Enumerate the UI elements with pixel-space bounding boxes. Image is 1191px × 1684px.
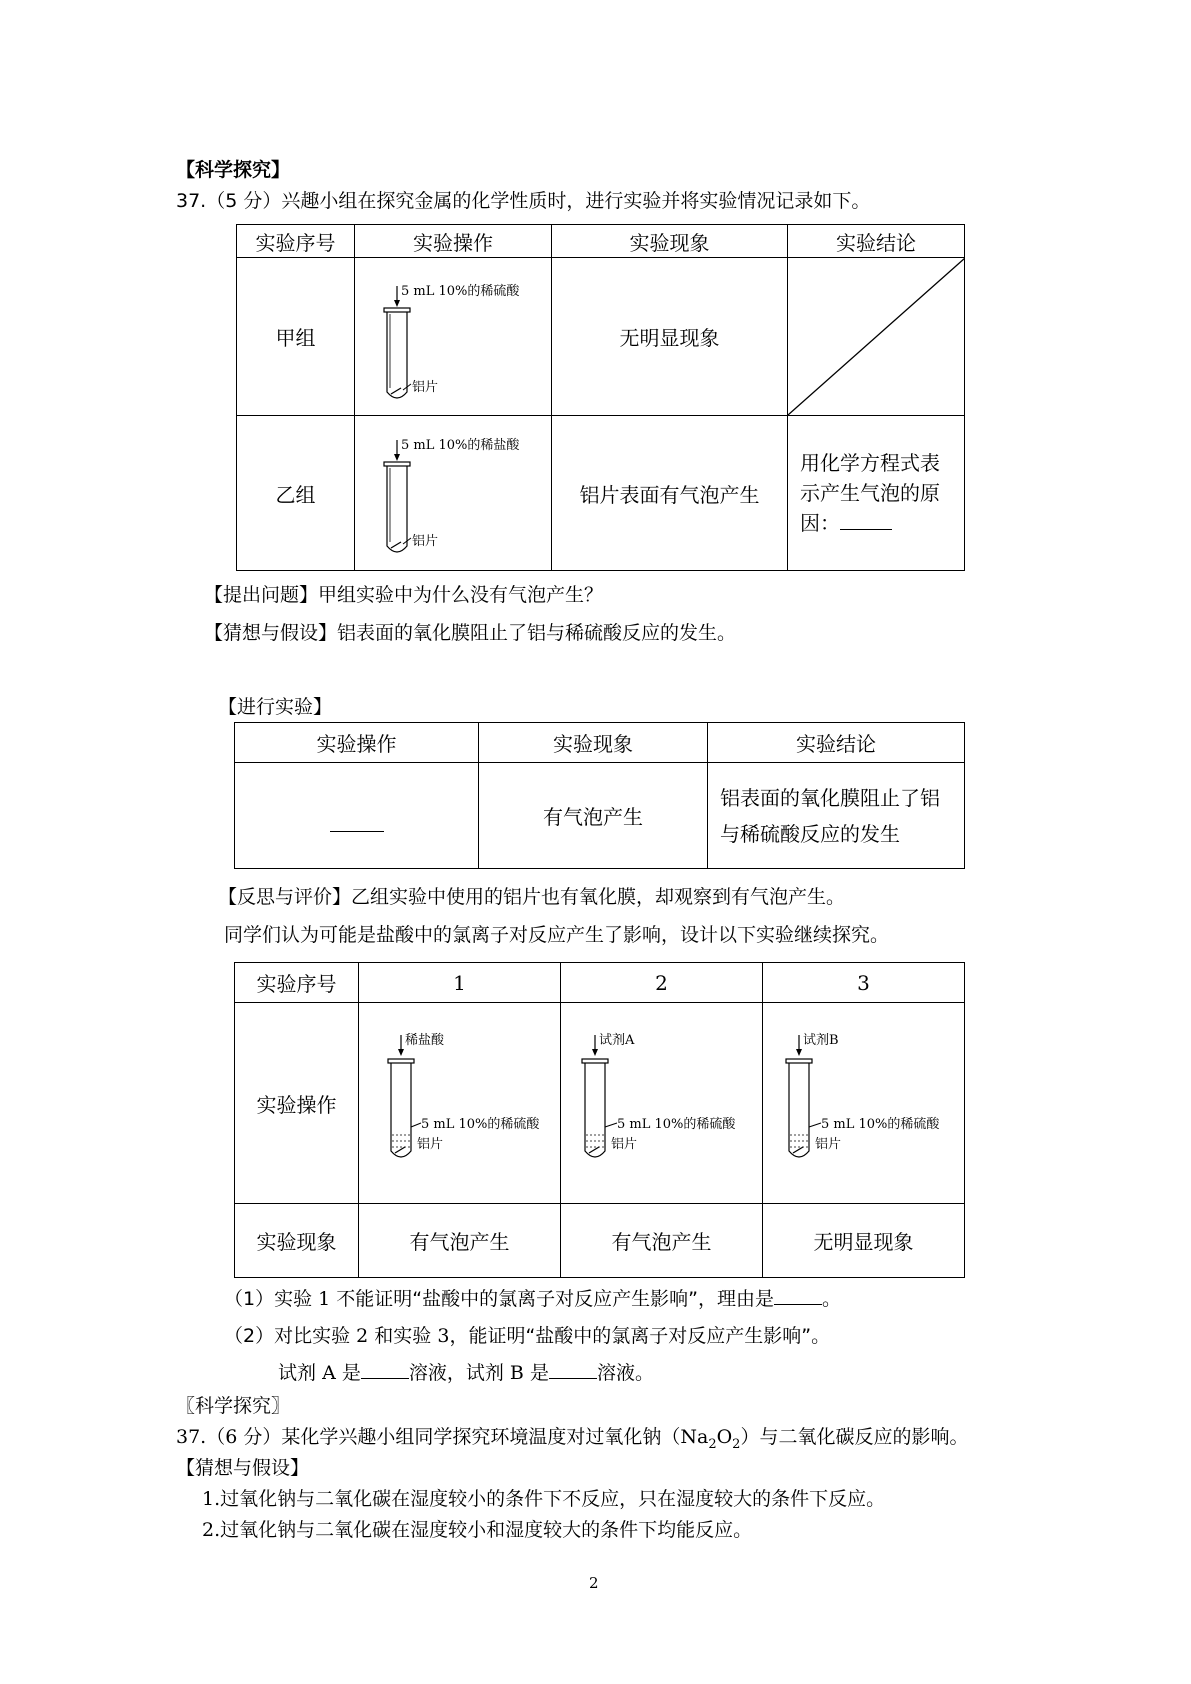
- conclusion-line: 用化学方程式表: [800, 451, 940, 475]
- raise-question: 【提出问题】甲组实验中为什么没有气泡产生？: [204, 584, 604, 606]
- table1-group-yi: 乙组: [237, 416, 355, 571]
- experiment-table-2: [234, 722, 965, 869]
- text: 3: [437, 1325, 450, 1347]
- table3-header-1: 1: [359, 963, 561, 1003]
- sub-question-1: [224, 1284, 841, 1311]
- text: ）与二氧化碳反应的影响。: [740, 1426, 969, 1448]
- table2-op-blank[interactable]: [235, 763, 479, 869]
- question-37b-title: [176, 1422, 968, 1452]
- table3-op-2: [561, 1003, 763, 1204]
- reflection-line-1: 【反思与评价】乙组实验中使用的铝片也有氧化膜，却观察到有气泡产生。: [218, 886, 846, 908]
- reflection-line-2: 同学们认为可能是盐酸中的氯离子对反应产生了影响，设计以下实验继续探究。: [224, 924, 890, 946]
- table2-concl: [708, 763, 965, 869]
- metal-label: 铝片: [412, 380, 439, 395]
- metal-label: 铝片: [412, 534, 439, 549]
- test-tube-diagram: [359, 1003, 561, 1203]
- table3-ph-label: 实验现象: [235, 1204, 359, 1278]
- text: 。: [821, 1288, 841, 1310]
- table1-phen-1: 无明显现象: [552, 258, 788, 416]
- table1-op-cell-2: [355, 416, 552, 571]
- test-tube-diagram: [763, 1003, 965, 1203]
- reagent-label: 稀盐酸: [405, 1033, 445, 1048]
- section-title-2: 〖科学探究〗: [176, 1395, 291, 1417]
- table3-header-seq: 实验序号: [235, 963, 359, 1003]
- metal-label: 铝片: [815, 1137, 842, 1152]
- reagent-label: 5 mL 10%的稀硫酸: [401, 284, 520, 299]
- answer-blank[interactable]: [774, 1286, 822, 1305]
- page-number: 2: [589, 1574, 599, 1592]
- subscript: 2: [732, 1436, 741, 1452]
- table3-op-label: 实验操作: [235, 1003, 359, 1204]
- table2-phen: 有气泡产生: [479, 763, 708, 869]
- table2-header-concl: 实验结论: [708, 723, 965, 763]
- table1-group-jia: 甲组: [237, 258, 355, 416]
- section-title-1: 【科学探究】: [176, 159, 291, 181]
- reagent-label: 试剂A: [599, 1033, 635, 1048]
- table1-concl-2: [788, 416, 965, 571]
- hypothesis-heading-2: 【猜想与假设】: [176, 1457, 310, 1479]
- text: 和实验: [374, 1325, 432, 1347]
- answer-blank[interactable]: [840, 511, 892, 530]
- text: 试剂: [278, 1362, 317, 1384]
- table3-op-1: [359, 1003, 561, 1204]
- reagent-label: 试剂B: [803, 1033, 839, 1048]
- answer-blank[interactable]: [549, 1360, 597, 1379]
- text: （1）实验: [224, 1288, 313, 1310]
- text: 不能证明“盐酸中的氯离子对反应产生影响”，理由是: [336, 1288, 774, 1310]
- text: 37.（6 分）某化学兴趣小组同学探究环境温度对过氧化钠（Na: [176, 1426, 709, 1448]
- metal-label: 铝片: [417, 1137, 444, 1152]
- table2-header-op: 实验操作: [235, 723, 479, 763]
- text: 1: [318, 1288, 331, 1310]
- conclusion-line: 铝表面的氧化膜阻止了铝: [720, 785, 940, 810]
- table3-ph-2: 有气泡产生: [561, 1204, 763, 1278]
- experiment-heading: 【进行实验】: [218, 696, 333, 718]
- text: ，能证明“盐酸中的氯离子对反应产生影响”。: [449, 1325, 831, 1347]
- text: 溶液。: [596, 1362, 654, 1384]
- hypothesis: 【猜想与假设】铝表面的氧化膜阻止了铝与稀硫酸反应的发生。: [204, 622, 737, 644]
- text: O: [716, 1426, 733, 1448]
- table1-concl-1: [788, 258, 965, 416]
- text: B: [509, 1362, 524, 1384]
- table1-phen-2: 铝片表面有气泡产生: [552, 416, 788, 571]
- answer-blank[interactable]: [330, 813, 384, 832]
- text: A: [322, 1362, 336, 1384]
- acid-label: 5 mL 10%的稀硫酸: [821, 1117, 940, 1132]
- experiment-table-3: [234, 962, 965, 1278]
- hypothesis-item-1: 1.过氧化钠与二氧化碳在湿度较小的条件下不反应，只在湿度较大的条件下反应。: [202, 1488, 886, 1510]
- table3-ph-3: 无明显现象: [763, 1204, 965, 1278]
- hypothesis-item-2: 2.过氧化钠与二氧化碳在湿度较小和湿度较大的条件下均能反应。: [202, 1519, 753, 1541]
- conclusion-line: 与稀硫酸反应的发生: [720, 821, 900, 846]
- table3-header-2: 2: [561, 963, 763, 1003]
- answer-blank[interactable]: [361, 1360, 409, 1379]
- table1-header-concl: 实验结论: [788, 225, 965, 258]
- table2-header-phen: 实验现象: [479, 723, 708, 763]
- conclusion-line: 因：: [800, 511, 840, 535]
- table1-header-op: 实验操作: [355, 225, 552, 258]
- table1-header-phen: 实验现象: [552, 225, 788, 258]
- table3-header-3: 3: [763, 963, 965, 1003]
- text: （2）对比实验: [224, 1325, 351, 1347]
- sub-question-2-line-2: [278, 1358, 654, 1385]
- acid-label: 5 mL 10%的稀硫酸: [421, 1117, 540, 1132]
- table1-op-cell-1: [355, 258, 552, 416]
- text: 是: [529, 1362, 549, 1384]
- table1-header-seq: 实验序号: [237, 225, 355, 258]
- diagonal-slash: [788, 258, 965, 415]
- sub-question-2: [224, 1321, 830, 1348]
- table3-op-3: [763, 1003, 965, 1204]
- text: 2: [356, 1325, 369, 1347]
- text: 是: [341, 1362, 361, 1384]
- question-37-title: 37.（5 分）兴趣小组在探究金属的化学性质时，进行实验并将实验情况记录如下。: [176, 190, 871, 212]
- reagent-label: 5 mL 10%的稀盐酸: [401, 438, 520, 453]
- text: 溶液，试剂: [408, 1362, 504, 1384]
- acid-label: 5 mL 10%的稀硫酸: [617, 1117, 736, 1132]
- conclusion-line: 示产生气泡的原: [800, 481, 940, 505]
- table3-ph-1: 有气泡产生: [359, 1204, 561, 1278]
- test-tube-diagram: [561, 1003, 763, 1203]
- subscript: 2: [708, 1436, 717, 1452]
- metal-label: 铝片: [611, 1137, 638, 1152]
- experiment-table-1: [236, 224, 965, 571]
